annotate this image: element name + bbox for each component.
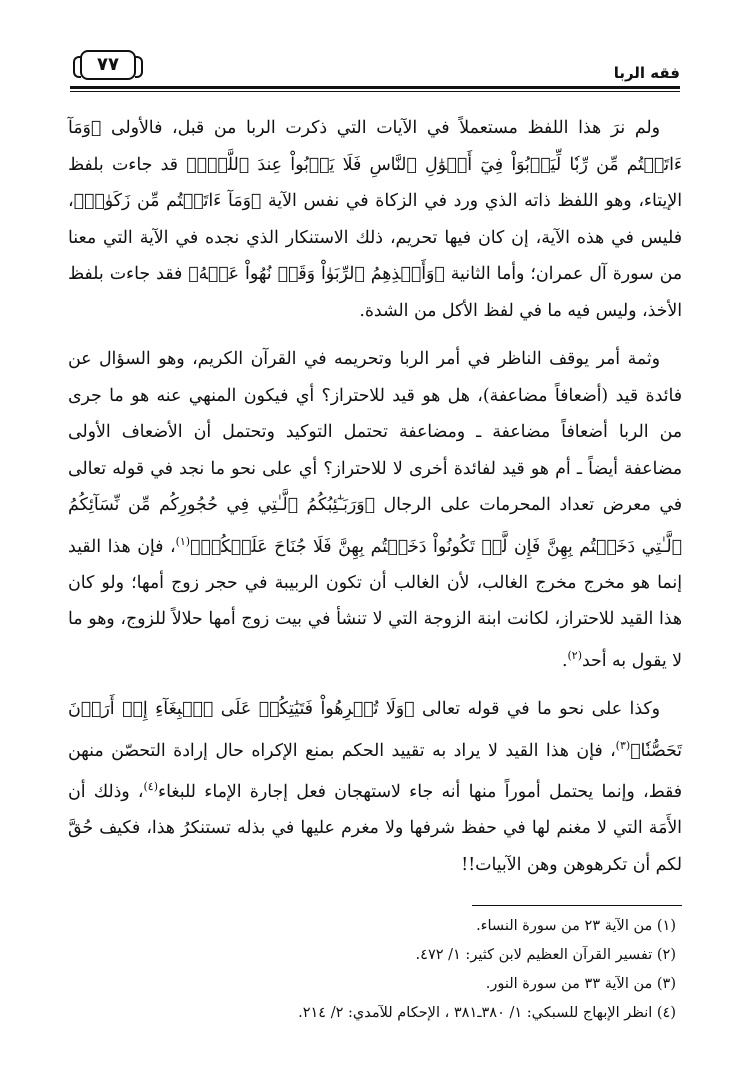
paragraph-text: ، فإن هذا القيد إنما هو مخرج مخرج الغالب، لأن الغالب أن تكون الربيبة في حجر زوج أمها؛ ولو كان هذا القيد للاحتراز، لكانت ابنة الزوجة التي لا تنشأ في بيت زوج أمها حلالاً للزوج، وهو ما لا يقول به أحد [68, 536, 682, 671]
footnote: (١) من الآية ٢٣ من سورة النساء. [476, 918, 676, 934]
paragraph-text: وثمة أمر يوقف الناظر في أمر الربا وتحريمه في القرآن الكريم، وهو السؤال عن فائدة قيد (أضعافاً مضاعفة)، هل هو قيد للاحتراز؟ أي فيكون المنهي عنه هو ما جرى من الربا أضعافاً مضاعفة ـ ومضاعفة تحتمل التوكيد وتحتمل أن الأضعاف الأولى مضاعفة أيضاً ـ أم هو قيد لفائدة أخرى لا للاحتراز؟ أي على نحو ما نجد في قوله تعالى في معرض تعداد المحرمات على الرجال ﴿وَرَبَـٰٓئِبُكُمُ ٱلَّـٰتِي فِي حُجُورِكُم مِّن نِّسَآئِكُمُ ٱلَّـٰتِي دَخَلۡتُم بِهِنَّ فَإِن لَّمۡ تَكُونُواْ دَخَلۡتُم بِهِنَّ فَلَا جُنَاحَ عَلَيۡكُمۡ﴾ [68, 349, 682, 557]
footnote-separator [472, 905, 682, 906]
running-header [70, 48, 680, 90]
paragraph-text: ، فإن هذا القيد لا يراد به تقييد الحكم بمنع الإكراه حال إرادة التحصّن منهن فقط، وإنما يحتمل أموراً منها أنه جاء لاستهجان فعل إجارة الإماء للبغاء [68, 740, 682, 802]
page-number: ٧٧ [80, 50, 136, 80]
running-title: فقه الربا [613, 64, 680, 82]
header-rule-thin [70, 91, 680, 92]
paragraph [68, 341, 682, 679]
footnotes [68, 905, 682, 1028]
paragraph [68, 691, 682, 883]
footnote-reference: (٣) [615, 738, 631, 752]
footnote-reference: (٢) [567, 648, 582, 662]
footnote: (٣) من الآية ٣٣ من سورة النور. [485, 976, 676, 992]
paragraph [68, 110, 682, 329]
footnote-reference: (٤) [143, 779, 159, 793]
main-text [68, 110, 682, 895]
paragraph-text: . [561, 650, 568, 671]
footnote: (٤) انظر الإبهاج للسبكي: ١/ ٣٨٠ـ٣٨١ ، الإحكام للآمدي: ٢/ ٢١٤. [298, 1005, 676, 1021]
paragraph-text: ولم نرَ هذا اللفظ مستعملاً في الآيات التي ذكرت الربا من قبل، فالأولى ﴿وَمَآ ءَاتَيۡتُم مِّن رِّبٗا لِّيَرۡبُوَاْ فِيٓ أَمۡوَٰلِ ٱلنَّاسِ فَلَا يَرۡبُواْ عِندَ ٱللَّهِۖ﴾ قد جاءت بلفظ الإيتاء، وهو اللفظ ذاته الذي ورد في الزكاة في نفس الآية ﴿وَمَآ ءَاتَيۡتُم مِّن زَكَوٰةٖ﴾، فليس في هذه الآية، إن كان فيها تحريم، ذلك الاستنكار الذي نجده في الآية التي معنا من سورة آل عمران؛ وأما الثانية ﴿وَأَخۡذِهِمُ ٱلرِّبَوٰاْ وَقَدۡ نُهُواْ عَنۡهُ﴾ فقد جاءت بلفظ الأخذ، وليس فيه ما في لفظ الأكل من الشدة. [68, 118, 682, 321]
header-rule [70, 86, 680, 89]
paragraph-text: ، وذلك أن الأَمَة التي لا مغنم لها في حفظ شرفها ولا مغرم عليها في بذله تستنكرُ هذا، فكيف حُقَّ لكم أن تكرهوهن وهن الآبيات!! [68, 781, 682, 875]
footnote-reference: (١) [175, 534, 191, 548]
footnote: (٢) تفسير القرآن العظيم لابن كثير: ١/ ٤٧٢. [415, 947, 676, 963]
paragraph-text: وكذا على نحو ما في قوله تعالى ﴿وَلَا تُكۡرِهُواْ فَتَيَٰتِكُمۡ عَلَى ٱلۡبِغَآءِ إِنۡ أَرَدۡنَ تَحَصُّنٗا﴾ [68, 699, 682, 761]
